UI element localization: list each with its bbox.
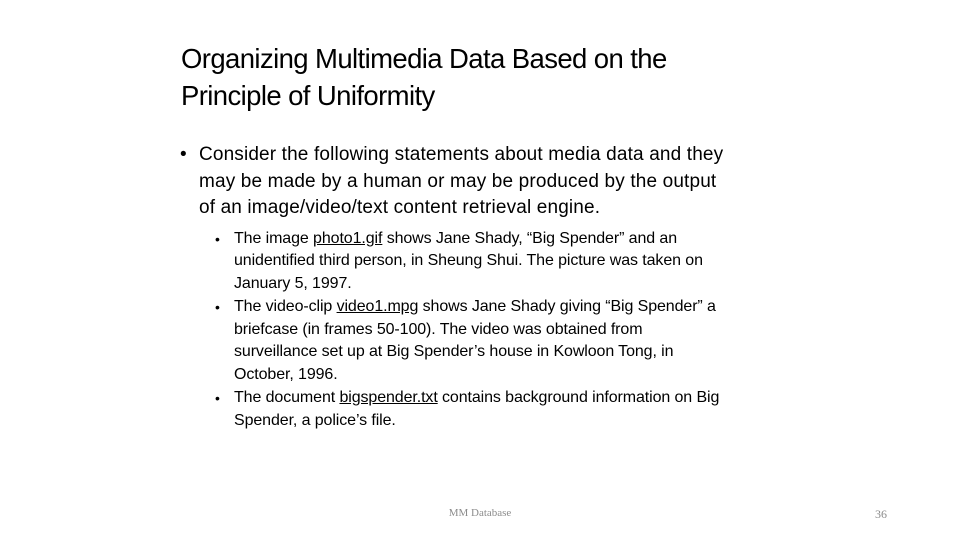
slide-number: 36 [875, 507, 887, 521]
slide-footer: MM Database [448, 507, 512, 519]
file-name-document: bigspender.txt [339, 389, 438, 406]
sub-bullet-line [234, 387, 820, 410]
main-bullet-line: of an image/video/text content retrieval engine. [199, 197, 601, 218]
bullet-marker: • [215, 390, 220, 406]
bullet-marker: • [215, 299, 220, 315]
sub-bullet-line: unidentified third person, in Sheung Shui. The picture was taken on [234, 252, 703, 269]
sub-bullet-line: Spender, a police’s file. [234, 411, 396, 429]
slide-body [180, 142, 820, 433]
sub-bullet-line: January 5, 1997. [234, 274, 352, 292]
sub-bullet-document [215, 387, 820, 432]
sub-bullet-line [234, 228, 820, 251]
sub-bullet-line: surveillance set up at Big Spender’s house in Kowloon Tong, in [234, 343, 674, 360]
sub-bullet-text: contains background information on Big [437, 389, 720, 406]
sub-bullet-text: The image [234, 229, 314, 247]
file-name-photo: photo1.gif [313, 229, 383, 247]
sub-bullet-photo [215, 228, 820, 296]
bullet-marker: • [180, 144, 187, 165]
sub-bullet-list [215, 228, 820, 433]
main-bullet [180, 142, 820, 222]
sub-bullet-text: The document [234, 389, 340, 406]
slide-title-line: Principle of Uniformity [181, 80, 435, 111]
sub-bullet-line: briefcase (in frames 50-100). The video was obtained from [234, 320, 643, 338]
sub-bullet-line: October, 1996. [234, 365, 338, 383]
sub-bullet-text: The video-clip [234, 298, 337, 315]
sub-bullet-line [234, 296, 820, 319]
main-bullet-line: may be made by a human or may be produced by the output [199, 170, 717, 192]
slide-title-line: Organizing Multimedia Data Based on the [181, 43, 667, 74]
bullet-marker: • [215, 230, 220, 247]
sub-bullet-text: shows Jane Shady giving “Big Spender” a [418, 298, 716, 315]
slide-title [181, 40, 821, 114]
sub-bullet-video [215, 296, 820, 386]
main-bullet-line: Consider the following statements about media data and they [199, 144, 724, 165]
file-name-video: video1.mpg [336, 298, 419, 315]
sub-bullet-text: shows Jane Shady, “Big Spender” and an [382, 229, 677, 247]
